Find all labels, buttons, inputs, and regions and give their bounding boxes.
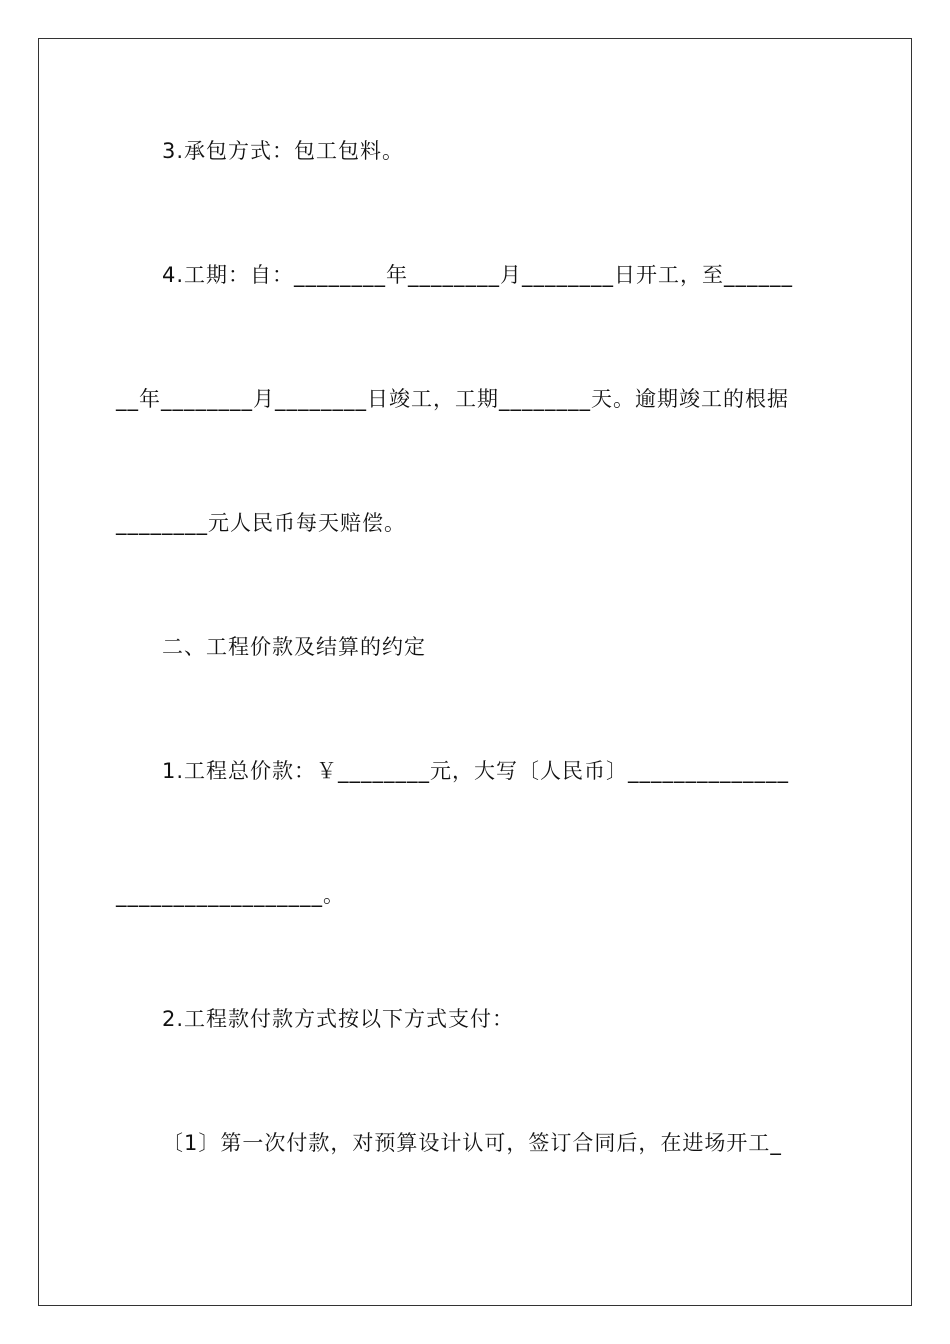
contract-clause-period-cont: __年________月________日竣工，工期________天。逾期竣工的根据: [116, 387, 789, 411]
contract-clause-period: 4.工期：自：________年________月________日开工，至______: [162, 263, 794, 287]
contract-clause-first-payment: 〔1〕第一次付款，对预算设计认可，签订合同后，在进场开工_: [162, 1131, 782, 1155]
contract-clause-penalty: ________元人民币每天赔偿。: [116, 511, 406, 535]
page-frame: [38, 38, 912, 1306]
contract-clause-total-price: 1.工程总价款：￥________元，大写〔人民币〕______________: [162, 759, 790, 783]
contract-clause-method: 3.承包方式：包工包料。: [162, 139, 405, 163]
contract-clause-total-price-cont: __________________。: [116, 883, 345, 907]
section-heading-price: 二、工程价款及结算的约定: [162, 635, 426, 659]
contract-clause-payment: 2.工程款付款方式按以下方式支付：: [162, 1007, 515, 1031]
